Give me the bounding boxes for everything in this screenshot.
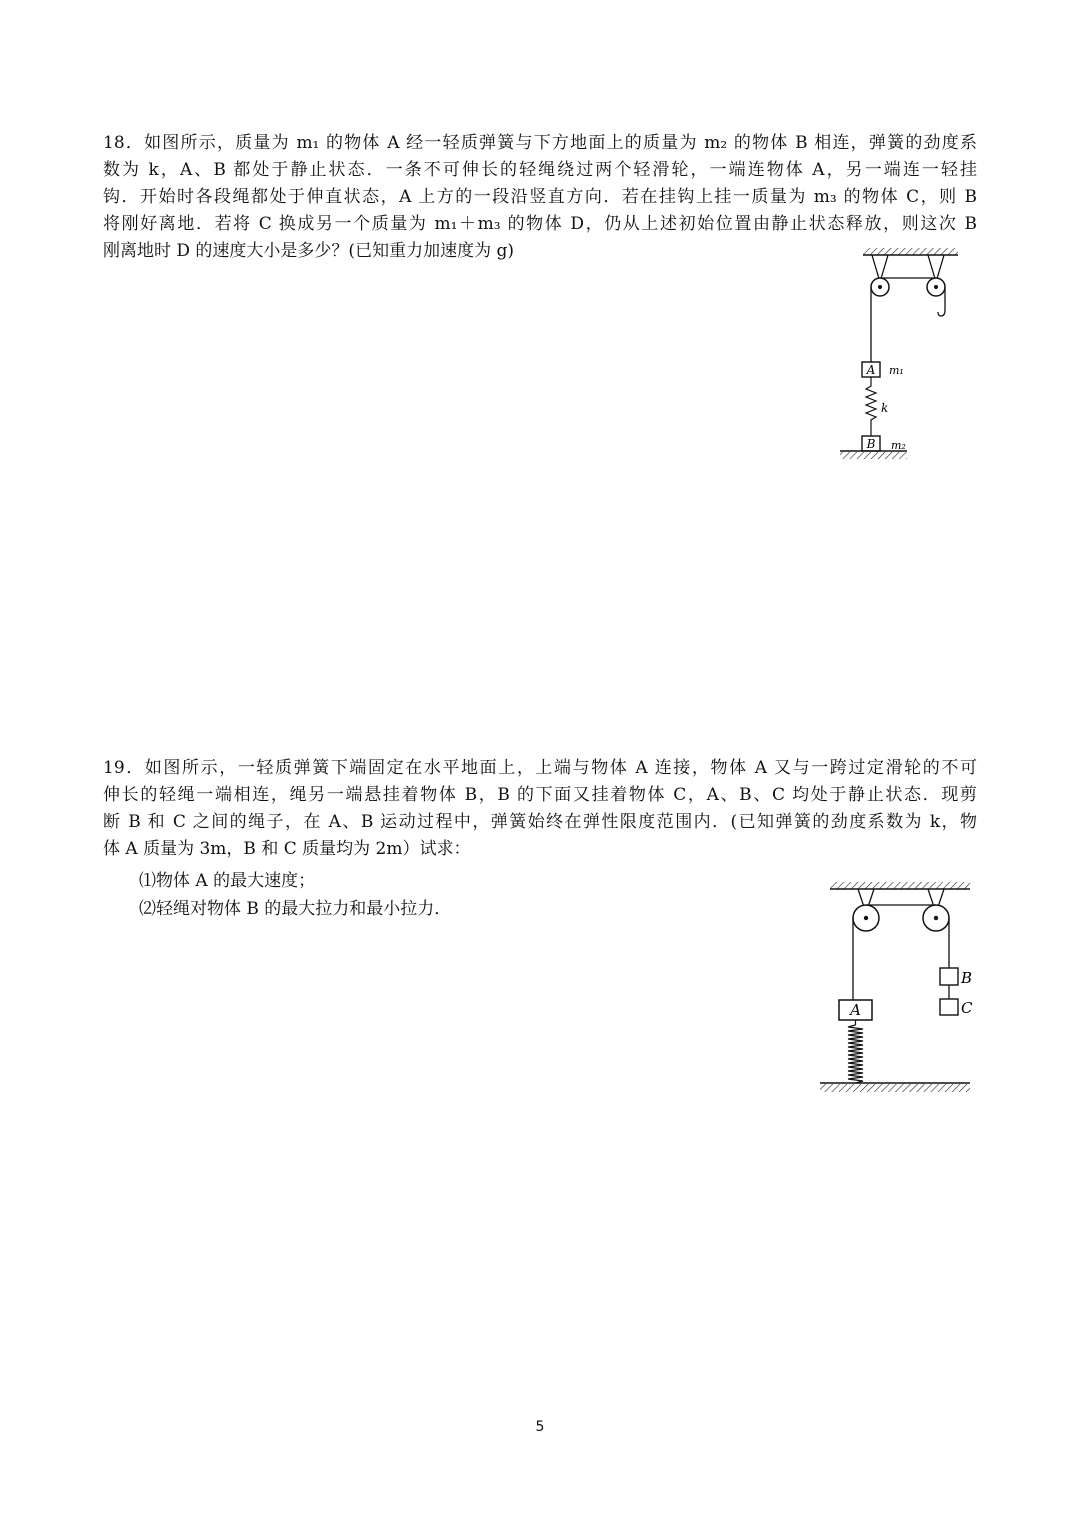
problem-19-sub-question-2: ⑵轻绳对物体 B 的最大拉力和最小拉力． [139, 899, 452, 919]
block-a [839, 1000, 872, 1020]
block-b [862, 436, 880, 451]
spring-label: k [881, 401, 889, 415]
pulley-right [923, 905, 949, 931]
pulley-right [927, 278, 945, 296]
problem-18-line: 钩．开始时各段绳都处于伸直状态，A 上方的一段沿竖直方向．若在挂钩上挂一质量为 m₃ 的物体 C，则 B [103, 187, 977, 207]
block-b [940, 968, 958, 985]
ground [820, 1083, 970, 1092]
ground [840, 451, 907, 459]
problem-19-figure [815, 875, 980, 1100]
block-a-mass-label: m₁ [889, 364, 904, 377]
block-c-label: C [961, 999, 973, 1017]
problem-19-line: 断 B 和 C 之间的绳子，在 A、B 运动过程中，弹簧始终在弹性限度范围内．(已知弹簧的劲度系数为 k，物 [103, 812, 977, 832]
problem-19-line: 伸长的轻绳一端相连，绳另一端悬挂着物体 B，B 的下面又挂着物体 C，A、B、C 均处于静止状态．现剪 [103, 785, 977, 805]
block-a-label: A [850, 1001, 861, 1019]
block-b-label: B [866, 437, 876, 451]
spring [848, 1020, 863, 1083]
problem-19-text [103, 755, 977, 863]
block-a-label: A [866, 363, 876, 377]
problem-19-sub-question-1: ⑴物体 A 的最大速度； [139, 871, 316, 891]
pulley-left [871, 278, 889, 296]
problem-18-line: 数为 k，A、B 都处于静止状态．一条不可伸长的轻绳绕过两个轻滑轮，一端连物体 A，另一端连一轻挂 [103, 160, 977, 180]
pulley-left [853, 905, 879, 931]
problem-19-line: 19．如图所示，一轻质弹簧下端固定在水平地面上，上端与物体 A 连接，物体 A 又与一跨过定滑轮的不可 [103, 758, 977, 778]
problem-18-line: 18．如图所示，质量为 m₁ 的物体 A 经一轻质弹簧与下方地面上的质量为 m₂ 的物体 B 相连，弹簧的劲度系 [103, 133, 977, 153]
block-b-mass-label: m₂ [891, 439, 906, 452]
block-b-label: B [961, 969, 973, 987]
problem-19-line: 体 A 质量为 3m，B 和 C 质量均为 2m）试求： [103, 839, 471, 859]
block-c [940, 999, 958, 1015]
problem-18-line: 将刚好离地．若将 C 换成另一个质量为 m₁＋m₃ 的物体 D，仍从上述初始位置由静止状态释放，则这次 B [103, 214, 977, 234]
block-a [862, 362, 880, 377]
ceiling [863, 248, 958, 255]
page-number: 5 [535, 1419, 545, 1435]
problem-18-figure [835, 240, 965, 465]
ceiling [830, 882, 970, 889]
problem-18-line: 刚离地时 D 的速度大小是多少？(已知重力加速度为 g) [103, 241, 514, 261]
spring [866, 377, 876, 436]
